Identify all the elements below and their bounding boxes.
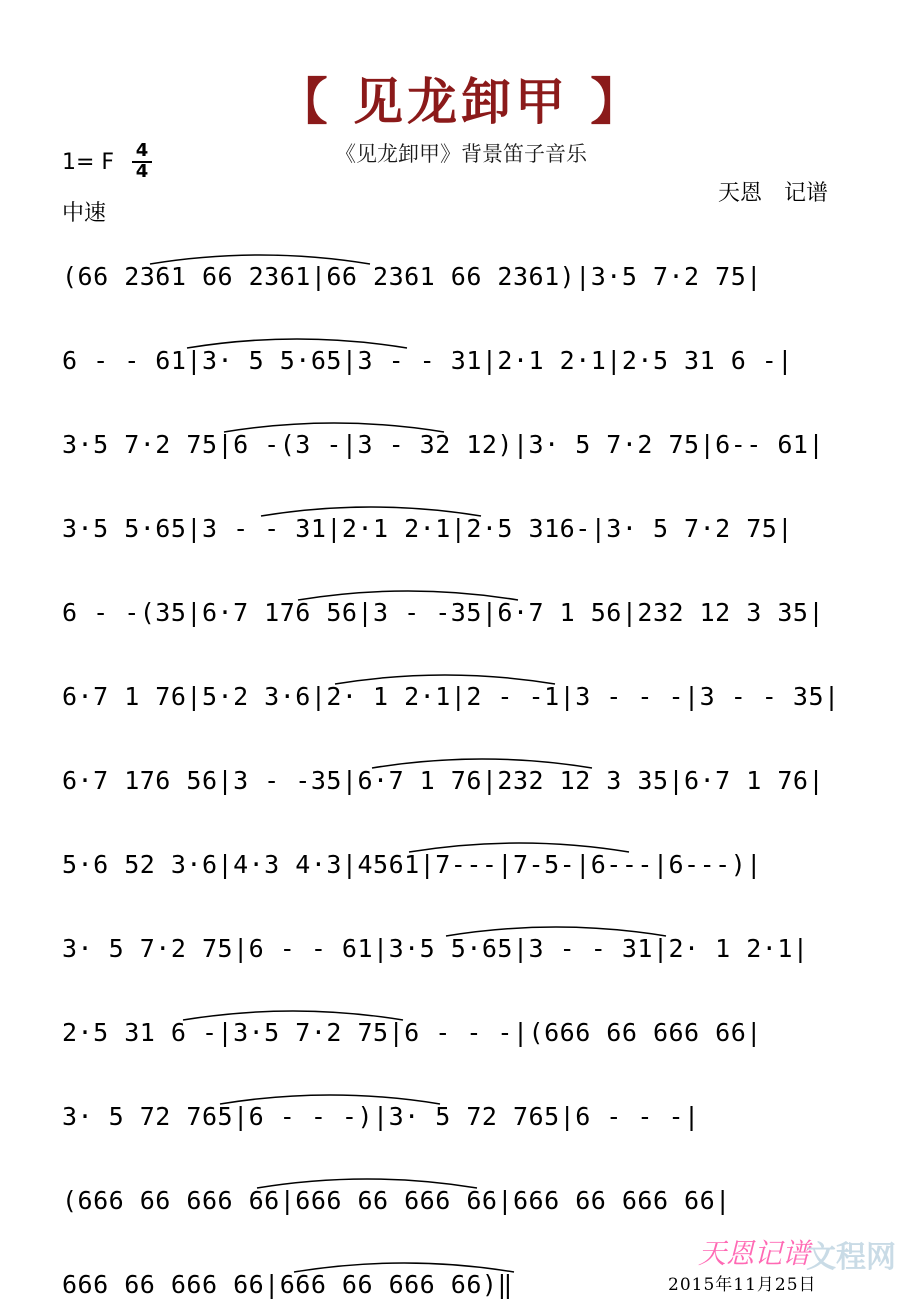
slur-marks — [0, 828, 922, 858]
slur-marks — [0, 660, 922, 690]
slur-marks — [0, 576, 922, 606]
key-signature: 1= F — [62, 150, 115, 175]
score-line: 6 - - 61|3· 5 5·65|3 - - 31|2·1 2·1|2·5 31 6 -| — [62, 346, 793, 375]
score-line: 666 66 666 66|666 66 666 66)‖ — [62, 1270, 513, 1299]
time-signature-top: 4 — [132, 142, 152, 163]
site-watermark: 文程网 — [806, 1240, 896, 1275]
slur-marks — [0, 1164, 922, 1194]
score-line: (66 2361 66 2361|66 2361 66 2361)|3·5 7·2 75| — [62, 262, 762, 291]
slur-marks — [0, 492, 922, 522]
time-signature — [132, 142, 152, 181]
tempo-marking: 中速 — [62, 201, 107, 226]
slur-marks — [0, 912, 922, 942]
score-line: 3·5 5·65|3 - - 31|2·1 2·1|2·5 316-|3· 5 7·2 75| — [62, 514, 793, 543]
slur-marks — [0, 996, 922, 1026]
subtitle: 《见龙卸甲》背景笛子音乐 — [335, 142, 587, 166]
score-line: 2·5 31 6 -|3·5 7·2 75|6 - - -|(666 66 666 66| — [62, 1018, 762, 1047]
slur-marks — [0, 744, 922, 774]
slur-marks — [0, 1080, 922, 1110]
time-signature-bottom: 4 — [135, 161, 149, 182]
score-line: 6·7 176 56|3 - -35|6·7 1 76|232 12 3 35|6·7 1 76| — [62, 766, 825, 795]
slur-marks — [0, 324, 922, 354]
score-line: (666 66 666 66|666 66 666 66|666 66 666 66| — [62, 1186, 731, 1215]
score-line: 6·7 1 76|5·2 3·6|2· 1 2·1|2 - -1|3 - - -|3 - - 35| — [62, 682, 840, 711]
score-line: 3· 5 7·2 75|6 - - 61|3·5 5·65|3 - - 31|2· 1 2·1| — [62, 934, 809, 963]
page-title: 【 见龙卸甲 】 — [277, 73, 645, 131]
score-line: 3·5 7·2 75|6 -(3 -|3 - 32 12)|3· 5 7·2 75|6-- 61| — [62, 430, 825, 459]
transcription-date: 2015年11月25日 — [668, 1275, 817, 1295]
score-line: 6 - -(35|6·7 176 56|3 - -35|6·7 1 56|232 12 3 35| — [62, 598, 825, 627]
score-line: 3· 5 72 765|6 - - -)|3· 5 72 765|6 - - -| — [62, 1102, 700, 1131]
slur-marks — [0, 408, 922, 438]
transcriber-credit: 天恩 记谱 — [718, 181, 829, 206]
slur-marks — [0, 240, 922, 270]
score-line: 5·6 52 3·6|4·3 4·3|4561|7---|7-5-|6---|6---)| — [62, 850, 762, 879]
signature-stamp: 天恩记谱 — [698, 1237, 811, 1270]
